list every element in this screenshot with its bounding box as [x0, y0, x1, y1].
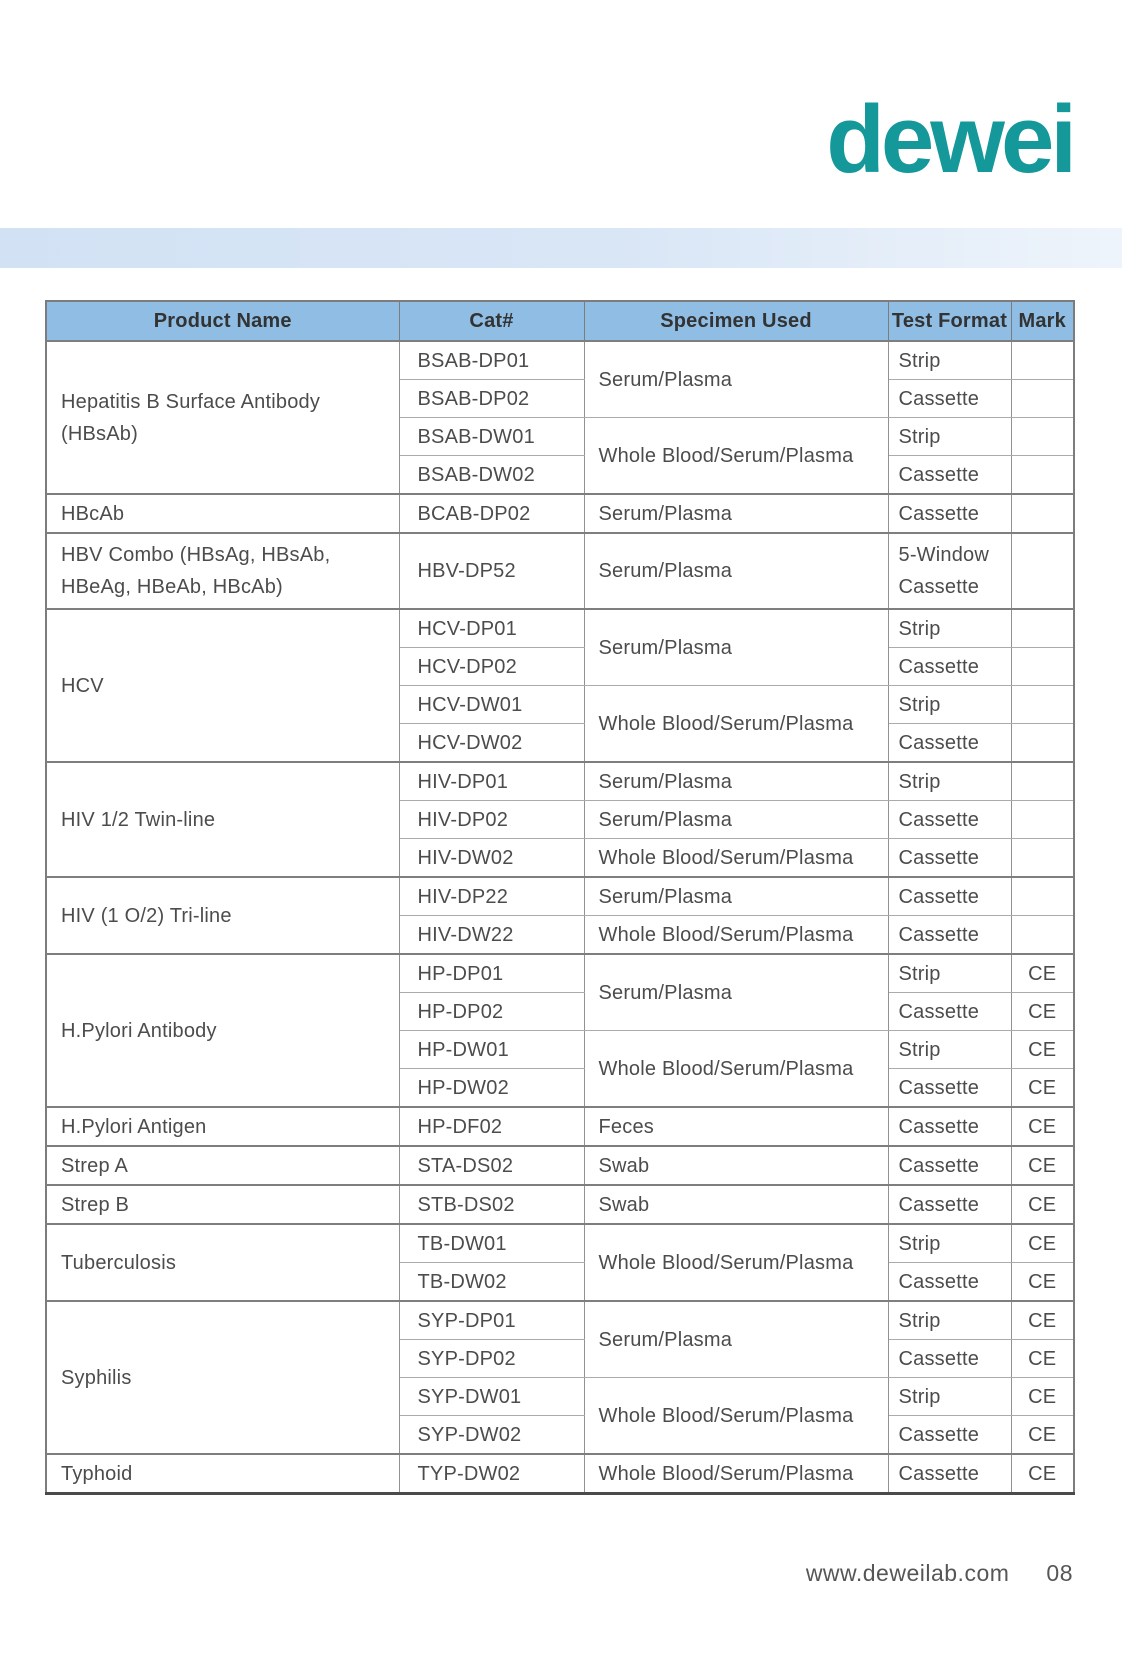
specimen-cell: Serum/Plasma — [584, 1301, 888, 1378]
test-format-cell: Strip — [888, 341, 1011, 380]
specimen-cell: Whole Blood/Serum/Plasma — [584, 418, 888, 495]
cat-number-cell: STB-DS02 — [399, 1185, 584, 1224]
cat-number-cell: HCV-DW01 — [399, 686, 584, 724]
mark-cell: CE — [1011, 1378, 1074, 1416]
mark-cell: CE — [1011, 1031, 1074, 1069]
test-format-cell: Cassette — [888, 801, 1011, 839]
col-header-cat-number: Cat# — [399, 301, 584, 341]
cat-number-cell: SYP-DW01 — [399, 1378, 584, 1416]
mark-cell: CE — [1011, 1069, 1074, 1108]
product-name-cell: HIV (1 O/2) Tri-line — [46, 877, 399, 954]
banner-stripe — [0, 228, 1122, 268]
mark-cell — [1011, 494, 1074, 533]
test-format-cell: Cassette — [888, 1340, 1011, 1378]
specimen-cell: Serum/Plasma — [584, 533, 888, 609]
test-format-cell: Strip — [888, 1378, 1011, 1416]
table-row — [46, 609, 1074, 648]
mark-cell — [1011, 877, 1074, 916]
page-number: 08 — [1046, 1560, 1073, 1586]
specimen-cell: Swab — [584, 1185, 888, 1224]
product-name-cell: Hepatitis B Surface Antibody (HBsAb) — [46, 341, 399, 494]
table-row — [46, 877, 1074, 916]
test-format-cell: 5-Window Cassette — [888, 533, 1011, 609]
table-row — [46, 762, 1074, 801]
mark-cell — [1011, 648, 1074, 686]
product-name-cell: HBcAb — [46, 494, 399, 533]
col-header-test-format: Test Format — [888, 301, 1011, 341]
test-format-cell: Cassette — [888, 993, 1011, 1031]
specimen-cell: Serum/Plasma — [584, 494, 888, 533]
cat-number-cell: BSAB-DP01 — [399, 341, 584, 380]
product-name-cell: Tuberculosis — [46, 1224, 399, 1301]
test-format-cell: Strip — [888, 609, 1011, 648]
mark-cell: CE — [1011, 1224, 1074, 1263]
table-row — [46, 494, 1074, 533]
mark-cell: CE — [1011, 993, 1074, 1031]
mark-cell — [1011, 533, 1074, 609]
product-name-cell: HCV — [46, 609, 399, 762]
product-name-cell: Strep B — [46, 1185, 399, 1224]
test-format-cell: Cassette — [888, 1416, 1011, 1455]
specimen-cell: Serum/Plasma — [584, 341, 888, 418]
product-name-cell: Syphilis — [46, 1301, 399, 1454]
mark-cell — [1011, 839, 1074, 878]
specimen-cell: Swab — [584, 1146, 888, 1185]
mark-cell — [1011, 609, 1074, 648]
test-format-cell: Cassette — [888, 494, 1011, 533]
product-name-cell: H.Pylori Antigen — [46, 1107, 399, 1146]
mark-cell: CE — [1011, 1263, 1074, 1302]
mark-cell — [1011, 801, 1074, 839]
mark-cell: CE — [1011, 1146, 1074, 1185]
test-format-cell: Cassette — [888, 724, 1011, 763]
mark-cell: CE — [1011, 1416, 1074, 1455]
product-table-body — [46, 341, 1074, 1494]
test-format-cell: Cassette — [888, 1107, 1011, 1146]
cat-number-cell: HP-DP02 — [399, 993, 584, 1031]
product-name-cell: HBV Combo (HBsAg, HBsAb, HBeAg, HBeAb, HBcAb) — [46, 533, 399, 609]
cat-number-cell: HIV-DP02 — [399, 801, 584, 839]
mark-cell — [1011, 341, 1074, 380]
mark-cell — [1011, 686, 1074, 724]
test-format-cell: Cassette — [888, 1454, 1011, 1494]
test-format-cell: Strip — [888, 1224, 1011, 1263]
specimen-cell: Serum/Plasma — [584, 801, 888, 839]
specimen-cell: Feces — [584, 1107, 888, 1146]
mark-cell — [1011, 762, 1074, 801]
test-format-cell: Strip — [888, 954, 1011, 993]
test-format-cell: Strip — [888, 762, 1011, 801]
cat-number-cell: BSAB-DW01 — [399, 418, 584, 456]
dewei-logo: dewei — [826, 86, 1073, 193]
cat-number-cell: HIV-DW02 — [399, 839, 584, 878]
cat-number-cell: TB-DW02 — [399, 1263, 584, 1302]
mark-cell: CE — [1011, 1301, 1074, 1340]
cat-number-cell: HCV-DP01 — [399, 609, 584, 648]
col-header-specimen-used: Specimen Used — [584, 301, 888, 341]
cat-number-cell: BSAB-DP02 — [399, 380, 584, 418]
specimen-cell: Serum/Plasma — [584, 609, 888, 686]
cat-number-cell: HIV-DW22 — [399, 916, 584, 955]
cat-number-cell: HP-DF02 — [399, 1107, 584, 1146]
test-format-cell: Cassette — [888, 648, 1011, 686]
table-row — [46, 1185, 1074, 1224]
product-name-cell: HIV 1/2 Twin-line — [46, 762, 399, 877]
table-row — [46, 1224, 1074, 1263]
specimen-cell: Whole Blood/Serum/Plasma — [584, 1031, 888, 1108]
cat-number-cell: SYP-DW02 — [399, 1416, 584, 1455]
specimen-cell: Whole Blood/Serum/Plasma — [584, 916, 888, 955]
product-name-cell: Typhoid — [46, 1454, 399, 1494]
product-table — [45, 300, 1073, 1495]
test-format-cell: Cassette — [888, 1185, 1011, 1224]
test-format-cell: Cassette — [888, 1146, 1011, 1185]
cat-number-cell: TB-DW01 — [399, 1224, 584, 1263]
test-format-cell: Cassette — [888, 1263, 1011, 1302]
table-row — [46, 1146, 1074, 1185]
specimen-cell: Whole Blood/Serum/Plasma — [584, 1224, 888, 1301]
test-format-cell: Strip — [888, 1301, 1011, 1340]
mark-cell — [1011, 380, 1074, 418]
test-format-cell: Cassette — [888, 916, 1011, 955]
table-header-row — [46, 301, 1074, 341]
test-format-cell: Cassette — [888, 380, 1011, 418]
specimen-cell: Serum/Plasma — [584, 762, 888, 801]
test-format-cell: Strip — [888, 1031, 1011, 1069]
mark-cell — [1011, 418, 1074, 456]
cat-number-cell: HIV-DP22 — [399, 877, 584, 916]
product-name-cell: Strep A — [46, 1146, 399, 1185]
table-row — [46, 1301, 1074, 1340]
specimen-cell: Serum/Plasma — [584, 877, 888, 916]
cat-number-cell: HP-DW01 — [399, 1031, 584, 1069]
mark-cell: CE — [1011, 1454, 1074, 1494]
specimen-cell: Whole Blood/Serum/Plasma — [584, 686, 888, 763]
test-format-cell: Strip — [888, 686, 1011, 724]
test-format-cell: Cassette — [888, 839, 1011, 878]
mark-cell: CE — [1011, 1107, 1074, 1146]
specimen-cell: Whole Blood/Serum/Plasma — [584, 1454, 888, 1494]
mark-cell — [1011, 456, 1074, 495]
test-format-cell: Cassette — [888, 877, 1011, 916]
cat-number-cell: HCV-DP02 — [399, 648, 584, 686]
specimen-cell: Whole Blood/Serum/Plasma — [584, 839, 888, 878]
col-header-mark: Mark — [1011, 301, 1074, 341]
mark-cell: CE — [1011, 1340, 1074, 1378]
product-name-cell: H.Pylori Antibody — [46, 954, 399, 1107]
mark-cell — [1011, 916, 1074, 955]
specimen-cell: Serum/Plasma — [584, 954, 888, 1031]
cat-number-cell: HBV-DP52 — [399, 533, 584, 609]
mark-cell: CE — [1011, 1185, 1074, 1224]
mark-cell: CE — [1011, 954, 1074, 993]
table-row — [46, 533, 1074, 609]
rapid-test-table — [45, 300, 1075, 1495]
table-row — [46, 1454, 1074, 1494]
cat-number-cell: HCV-DW02 — [399, 724, 584, 763]
cat-number-cell: SYP-DP02 — [399, 1340, 584, 1378]
cat-number-cell: HP-DW02 — [399, 1069, 584, 1108]
col-header-product-name: Product Name — [46, 301, 399, 341]
cat-number-cell: HP-DP01 — [399, 954, 584, 993]
test-format-cell: Cassette — [888, 1069, 1011, 1108]
test-format-cell: Strip — [888, 418, 1011, 456]
table-row — [46, 341, 1074, 380]
cat-number-cell: BCAB-DP02 — [399, 494, 584, 533]
cat-number-cell: STA-DS02 — [399, 1146, 584, 1185]
cat-number-cell: HIV-DP01 — [399, 762, 584, 801]
specimen-cell: Whole Blood/Serum/Plasma — [584, 1378, 888, 1455]
mark-cell — [1011, 724, 1074, 763]
table-row — [46, 1107, 1074, 1146]
cat-number-cell: SYP-DP01 — [399, 1301, 584, 1340]
cat-number-cell: BSAB-DW02 — [399, 456, 584, 495]
page-footer — [806, 1560, 1073, 1587]
table-row — [46, 954, 1074, 993]
footer-url: www.deweilab.com — [805, 1560, 1010, 1586]
cat-number-cell: TYP-DW02 — [399, 1454, 584, 1494]
test-format-cell: Cassette — [888, 456, 1011, 495]
